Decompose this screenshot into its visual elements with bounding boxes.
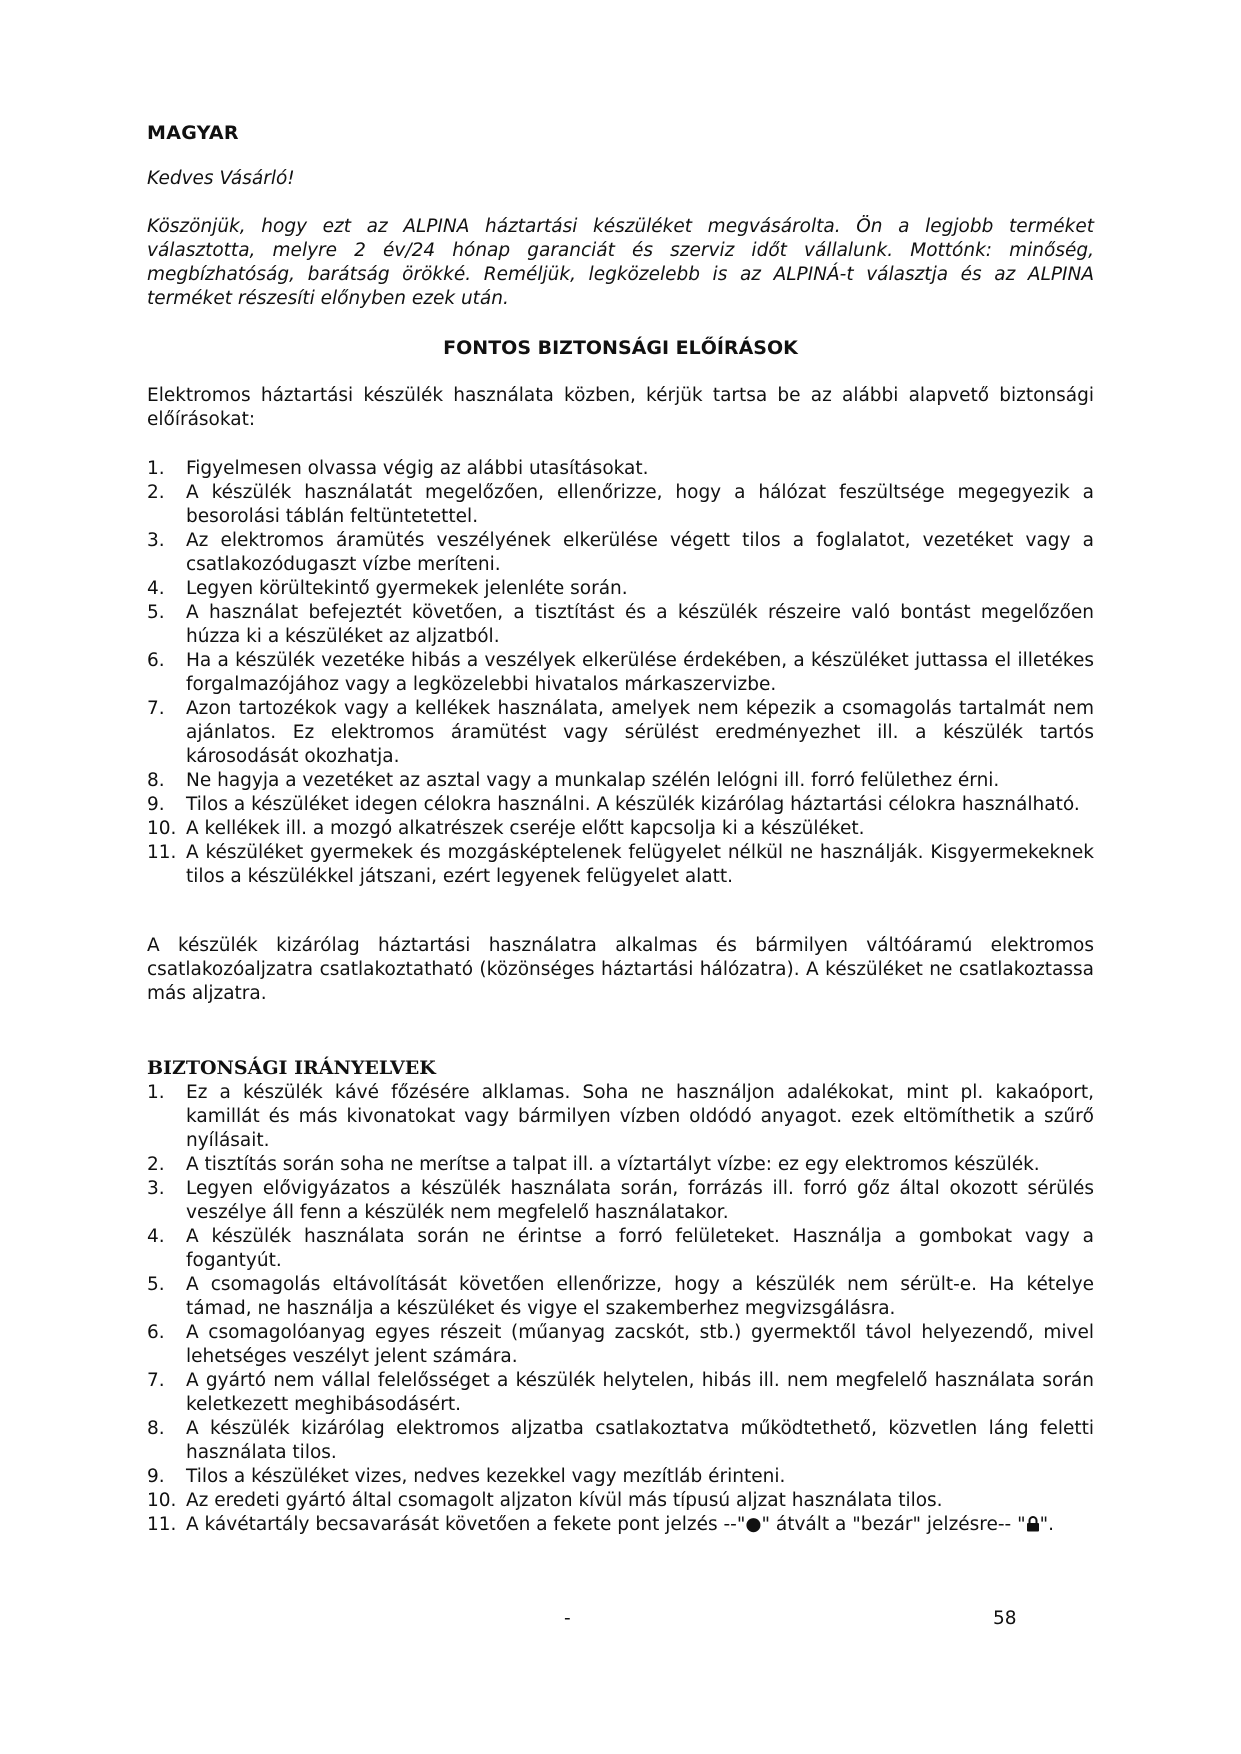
list-item: 8. Ne hagyja a vezetéket az asztal vagy a munkalap szélén lelógni ill. forró felülethez érni. bbox=[147, 770, 1000, 791]
list-item: 1. Figyelmesen olvassa végig az alábbi utasításokat. bbox=[147, 458, 649, 479]
list-item: 7. A gyártó nem vállal felelősséget a készülék helytelen, hibás ill. nem megfelelő használata során keletkezett meghibásodásért. bbox=[147, 1370, 1094, 1415]
language-heading: MAGYAR bbox=[147, 122, 239, 144]
list-item: 3. Az elektromos áramütés veszélyének elkerülése végett tilos a foglalatot, vezetéket vagy a csatlakozódugaszt vízbe meríteni. bbox=[147, 530, 1094, 575]
lock-icon bbox=[1026, 1515, 1040, 1531]
list-item: 5. A csomagolás eltávolítását követően ellenőrizze, hogy a készülék nem sérült-e. Ha kételye támad, ne használja a készüléket és vigye el szakemberhez megvizsgálásra. bbox=[147, 1274, 1094, 1319]
usage-note-paragraph: A készülék kizárólag háztartási használatra alkalmas és bármilyen váltóáramú elektromos csatlakozóaljzatra csatlakoztatható (közönséges háztartási hálózatra). A készüléket ne csatlakoztassa más aljzatra. bbox=[147, 935, 1094, 1004]
list-item: 4. Legyen körültekintő gyermekek jelenléte során. bbox=[147, 578, 628, 599]
list-item: 8. A készülék kizárólag elektromos aljzatba csatlakoztatva működtethető, közvetlen láng feletti használata tilos. bbox=[147, 1418, 1094, 1463]
list-item: 11. A kávétartály becsavarását követően a fekete pont jelzés --"●" átvált a "bezár" jelzésre-- " ". bbox=[147, 1514, 1055, 1535]
intro-paragraph: Köszönjük, hogy ezt az ALPINA háztartási készüléket megvásárolta. Ön a legjobb terméket választotta, melyre 2 év/24 hónap garanciát és szerviz időt vállalunk. Mottónk: minőség, megbízhatóság, barátság örökké. Reméljük, legközelebb is az ALPINÁ-t választja és az ALPINA terméket részesíti előnyben ezek után. bbox=[147, 216, 1094, 309]
list-item: 6. Ha a készülék vezetéke hibás a veszélyek elkerülése érdekében, a készüléket juttassa el illetékes forgalmazójához vagy a legközelebbi hivatalos márkaszervizbe. bbox=[147, 650, 1094, 695]
list-item: 2. A tisztítás során soha ne merítse a talpat ill. a víztartályt vízbe: ez egy elektromos készülék. bbox=[147, 1154, 1040, 1175]
section-title-safety-rules: FONTOS BIZTONSÁGI ELŐÍRÁSOK bbox=[443, 337, 798, 359]
list-item: 10. A kellékek ill. a mozgó alkatrészek cseréje előtt kapcsolja ki a készüléket. bbox=[147, 818, 865, 839]
list-item: 9. Tilos a készüléket idegen célokra használni. A készülék kizárólag háztartási célokra használható. bbox=[147, 794, 1080, 815]
list-item: 9. Tilos a készüléket vizes, nedves kezekkel vagy mezítláb érinteni. bbox=[147, 1466, 786, 1487]
list-item: 11. A készüléket gyermekek és mozgásképtelenek felügyelet nélkül ne használják. Kisgyermekeknek tilos a készülékkel játszani, ezért legyenek felügyelet alatt. bbox=[147, 842, 1094, 887]
list-item: 4. A készülék használata során ne érintse a forró felületeket. Használja a gombokat vagy a fogantyút. bbox=[147, 1226, 1094, 1271]
list-item: 10. Az eredeti gyártó által csomagolt aljzaton kívül más típusú aljzat használata tilos. bbox=[147, 1490, 943, 1511]
list-item: 3. Legyen elővigyázatos a készülék használata során, forrázás ill. forró gőz által okozott sérülés veszélye áll fenn a készülék nem megfelelő használatakor. bbox=[147, 1178, 1094, 1223]
greeting: Kedves Vásárló! bbox=[147, 168, 295, 189]
footer-separator: - bbox=[564, 1608, 571, 1629]
safety-rules-lead: Elektromos háztartási készülék használata közben, kérjük tartsa be az alábbi alapvető biztonsági előírásokat: bbox=[147, 385, 1094, 430]
page-number: 58 bbox=[993, 1608, 1017, 1629]
safety-rules-list bbox=[147, 457, 1094, 889]
list-item: 1. Ez a készülék kávé főzésére alklamas. Soha ne használjon adalékokat, mint pl. kakaóport, kamillát és más kivonatokat vagy bármilyen vízben oldódó anyagot. ezek eltömíthetik a szűrő nyílásait. bbox=[147, 1082, 1094, 1151]
list-item: 5. A használat befejeztét követően, a tisztítást és a készülék részeire való bontást megelőzően húzza ki a készüléket az aljzatból. bbox=[147, 602, 1094, 647]
list-item: 6. A csomagolóanyag egyes részeit (műanyag zacskót, stb.) gyermektől távol helyezendő, mivel lehetséges veszélyt jelent számára. bbox=[147, 1322, 1094, 1367]
safety-guidelines-list bbox=[147, 1081, 1094, 1537]
list-item: 2. A készülék használatát megelőzően, ellenőrizze, hogy a hálózat feszültsége megegyezik a besorolási táblán feltüntetettel. bbox=[147, 482, 1094, 527]
list-item: 7. Azon tartozékok vagy a kellékek használata, amelyek nem képezik a csomagolás tartalmát nem ajánlatos. Ez elektromos áramütést vagy sérülést eredményezhet ill. a készülék tartós károsodását okozhatja. bbox=[147, 698, 1094, 767]
section-title-safety-guidelines: BIZTONSÁGI IRÁNYELVEK bbox=[147, 1057, 436, 1079]
